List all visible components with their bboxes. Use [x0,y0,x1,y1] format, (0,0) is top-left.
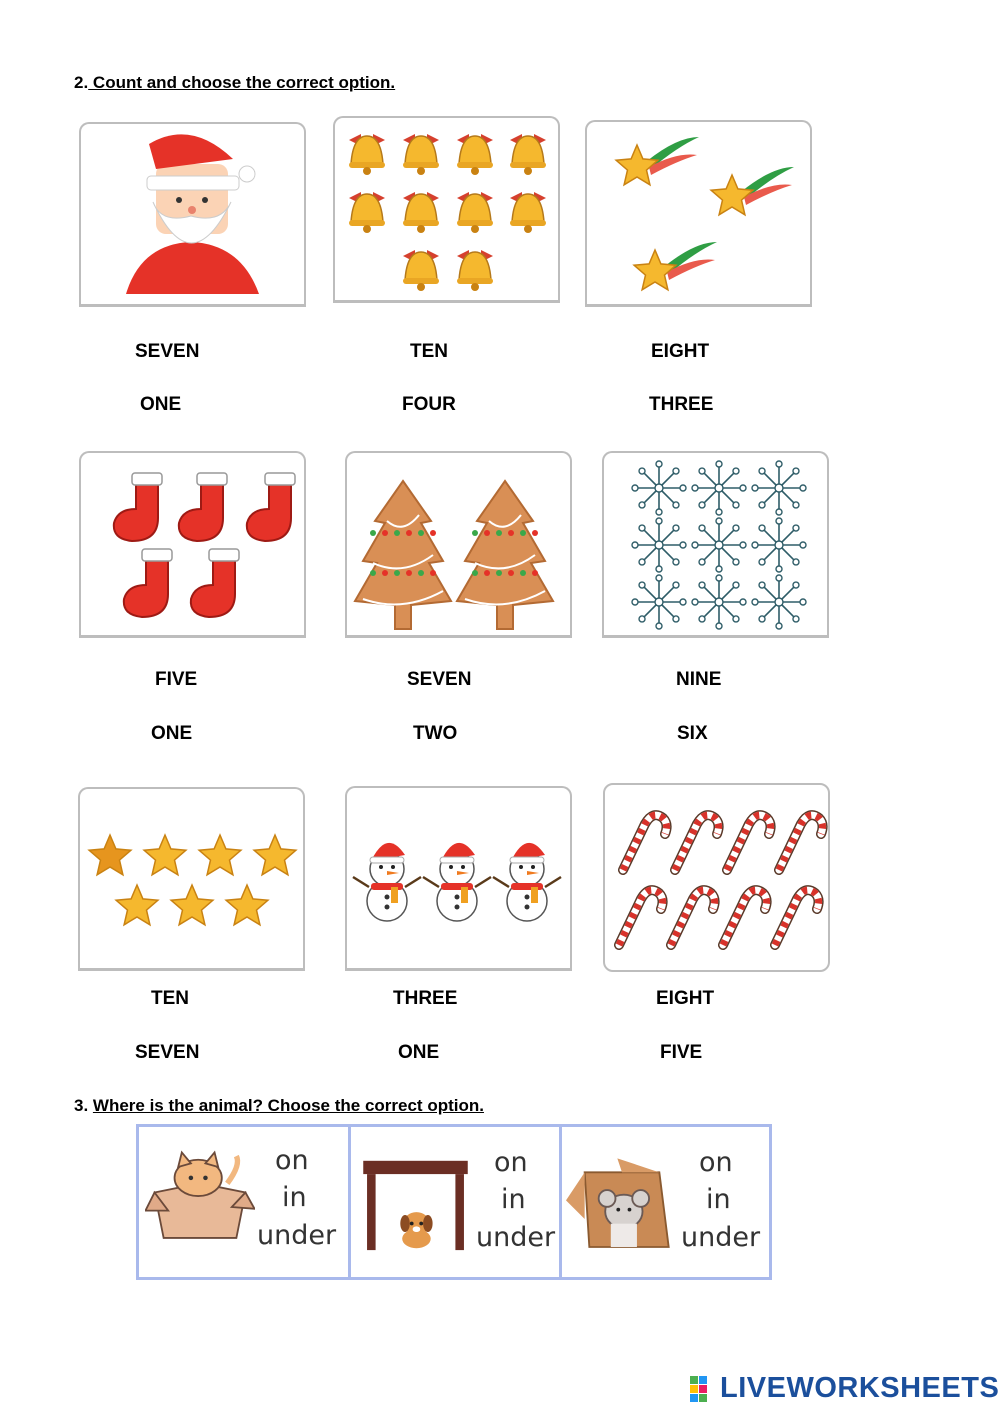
bell-icon [349,134,385,175]
snowflake-icon [692,518,746,572]
snowman-icon [423,843,491,921]
snowflake-icon [752,575,806,629]
section-2-instruction: Count and choose the correct option. [88,73,396,92]
section-3-number: 3. [74,1096,93,1115]
option-4a[interactable]: FIVE [155,669,198,690]
star-icon [226,885,268,925]
mouse-in-box-image [566,1153,678,1257]
option-3a[interactable]: EIGHT [651,341,710,362]
card-base [80,968,303,971]
star-icon [89,835,131,875]
snowflake-icon [632,575,686,629]
gingerbread-tree-icon [457,481,553,629]
option-8a[interactable]: THREE [393,988,458,1009]
option-7b[interactable]: SEVEN [135,1042,200,1063]
shooting-star-icon [711,167,794,215]
section-2-heading [74,73,395,93]
option-2a[interactable]: TEN [410,341,448,362]
option-9b[interactable]: FIVE [660,1042,703,1063]
snowflake-icon [692,575,746,629]
preposition-on-1[interactable]: on [275,1145,309,1176]
star-icon [171,885,213,925]
bell-icon [403,134,439,175]
card-base [335,300,558,303]
candy-cane-icon [775,890,819,945]
candy-canes-picture-card [603,783,830,972]
snowmen-picture-card [345,786,572,971]
candy-canes-image [605,785,828,970]
star-icon [144,835,186,875]
snowflakes-picture-card [602,451,829,638]
stocking-icon [114,473,162,541]
preposition-on-2[interactable]: on [494,1147,528,1178]
stockings-image [81,453,304,638]
liveworksheets-logo: LIVEWORKSHEETS [720,1372,999,1404]
gingerbread-picture-card [345,451,572,638]
card-base [347,968,570,971]
snowflakes-image [604,453,827,638]
option-3b[interactable]: THREE [649,394,714,415]
shooting-star-icon [616,137,699,185]
preposition-under-2[interactable]: under [476,1222,556,1253]
candy-cane-icon [779,815,823,870]
option-5a[interactable]: SEVEN [407,669,472,690]
snowman-icon [353,843,421,921]
shooting-stars-image [587,122,810,307]
preposition-cell-dog [351,1127,562,1277]
section-3-heading [74,1096,484,1116]
option-8b[interactable]: ONE [398,1042,440,1063]
snowflake-icon [752,461,806,515]
dog-under-table-image [363,1157,468,1252]
preposition-on-3[interactable]: on [699,1147,733,1178]
option-9a[interactable]: EIGHT [656,988,715,1009]
bell-icon [457,192,493,233]
candy-cane-icon [675,815,719,870]
preposition-in-1[interactable]: in [282,1182,307,1213]
bell-icon [403,250,439,291]
stocking-icon [179,473,227,541]
stockings-picture-card [79,451,306,638]
santa-image [81,124,304,307]
stars-image [80,789,303,971]
section-3-instruction: Where is the animal? Choose the correct option. [92,1096,484,1115]
stocking-icon [191,549,239,617]
star-icon [199,835,241,875]
candy-cane-icon [671,890,715,945]
option-5b[interactable]: TWO [413,723,458,744]
santa-picture-card [79,122,306,307]
candy-cane-icon [723,890,767,945]
stocking-icon [247,473,295,541]
option-2b[interactable]: FOUR [402,394,456,415]
bells-image [335,118,558,303]
card-base [81,304,304,307]
star-icon [116,885,158,925]
card-base [81,635,304,638]
preposition-in-2[interactable]: in [501,1184,526,1215]
candy-cane-icon [619,890,663,945]
stocking-icon [124,549,172,617]
card-base [604,635,827,638]
candy-cane-icon [727,815,771,870]
bell-icon [457,250,493,291]
preposition-cell-mouse [562,1127,769,1277]
snowflake-icon [632,518,686,572]
snowflake-icon [752,518,806,572]
shooting-stars-picture-card [585,120,812,307]
gingerbread-trees-image [347,453,570,638]
bell-icon [510,134,546,175]
snowman-icon [493,843,561,921]
gingerbread-tree-icon [355,481,451,629]
option-6b[interactable]: SIX [677,723,708,744]
prepositions-panel [136,1124,772,1280]
option-1a[interactable]: SEVEN [135,341,200,362]
snowflake-icon [692,461,746,515]
option-6a[interactable]: NINE [676,669,722,690]
snowflake-icon [632,461,686,515]
section-2-number: 2. [74,73,89,92]
option-1b[interactable]: ONE [140,394,182,415]
star-icon [254,835,296,875]
bell-icon [403,192,439,233]
option-7a[interactable]: TEN [151,988,189,1009]
preposition-under-1[interactable]: under [257,1220,337,1251]
snowmen-image [347,788,570,971]
preposition-in-3[interactable]: in [706,1184,731,1215]
bell-icon [457,134,493,175]
liveworksheets-logo-icon [690,1376,716,1402]
candy-cane-icon [623,815,667,870]
bell-icon [349,192,385,233]
stars-picture-card [78,787,305,971]
option-4b[interactable]: ONE [151,723,193,744]
cat-in-box-image [145,1147,255,1247]
card-base [347,635,570,638]
preposition-cell-cat [139,1127,351,1277]
bells-picture-card [333,116,560,303]
shooting-star-icon [634,242,717,290]
card-base [587,304,810,307]
preposition-under-3[interactable]: under [681,1222,761,1253]
bell-icon [510,192,546,233]
